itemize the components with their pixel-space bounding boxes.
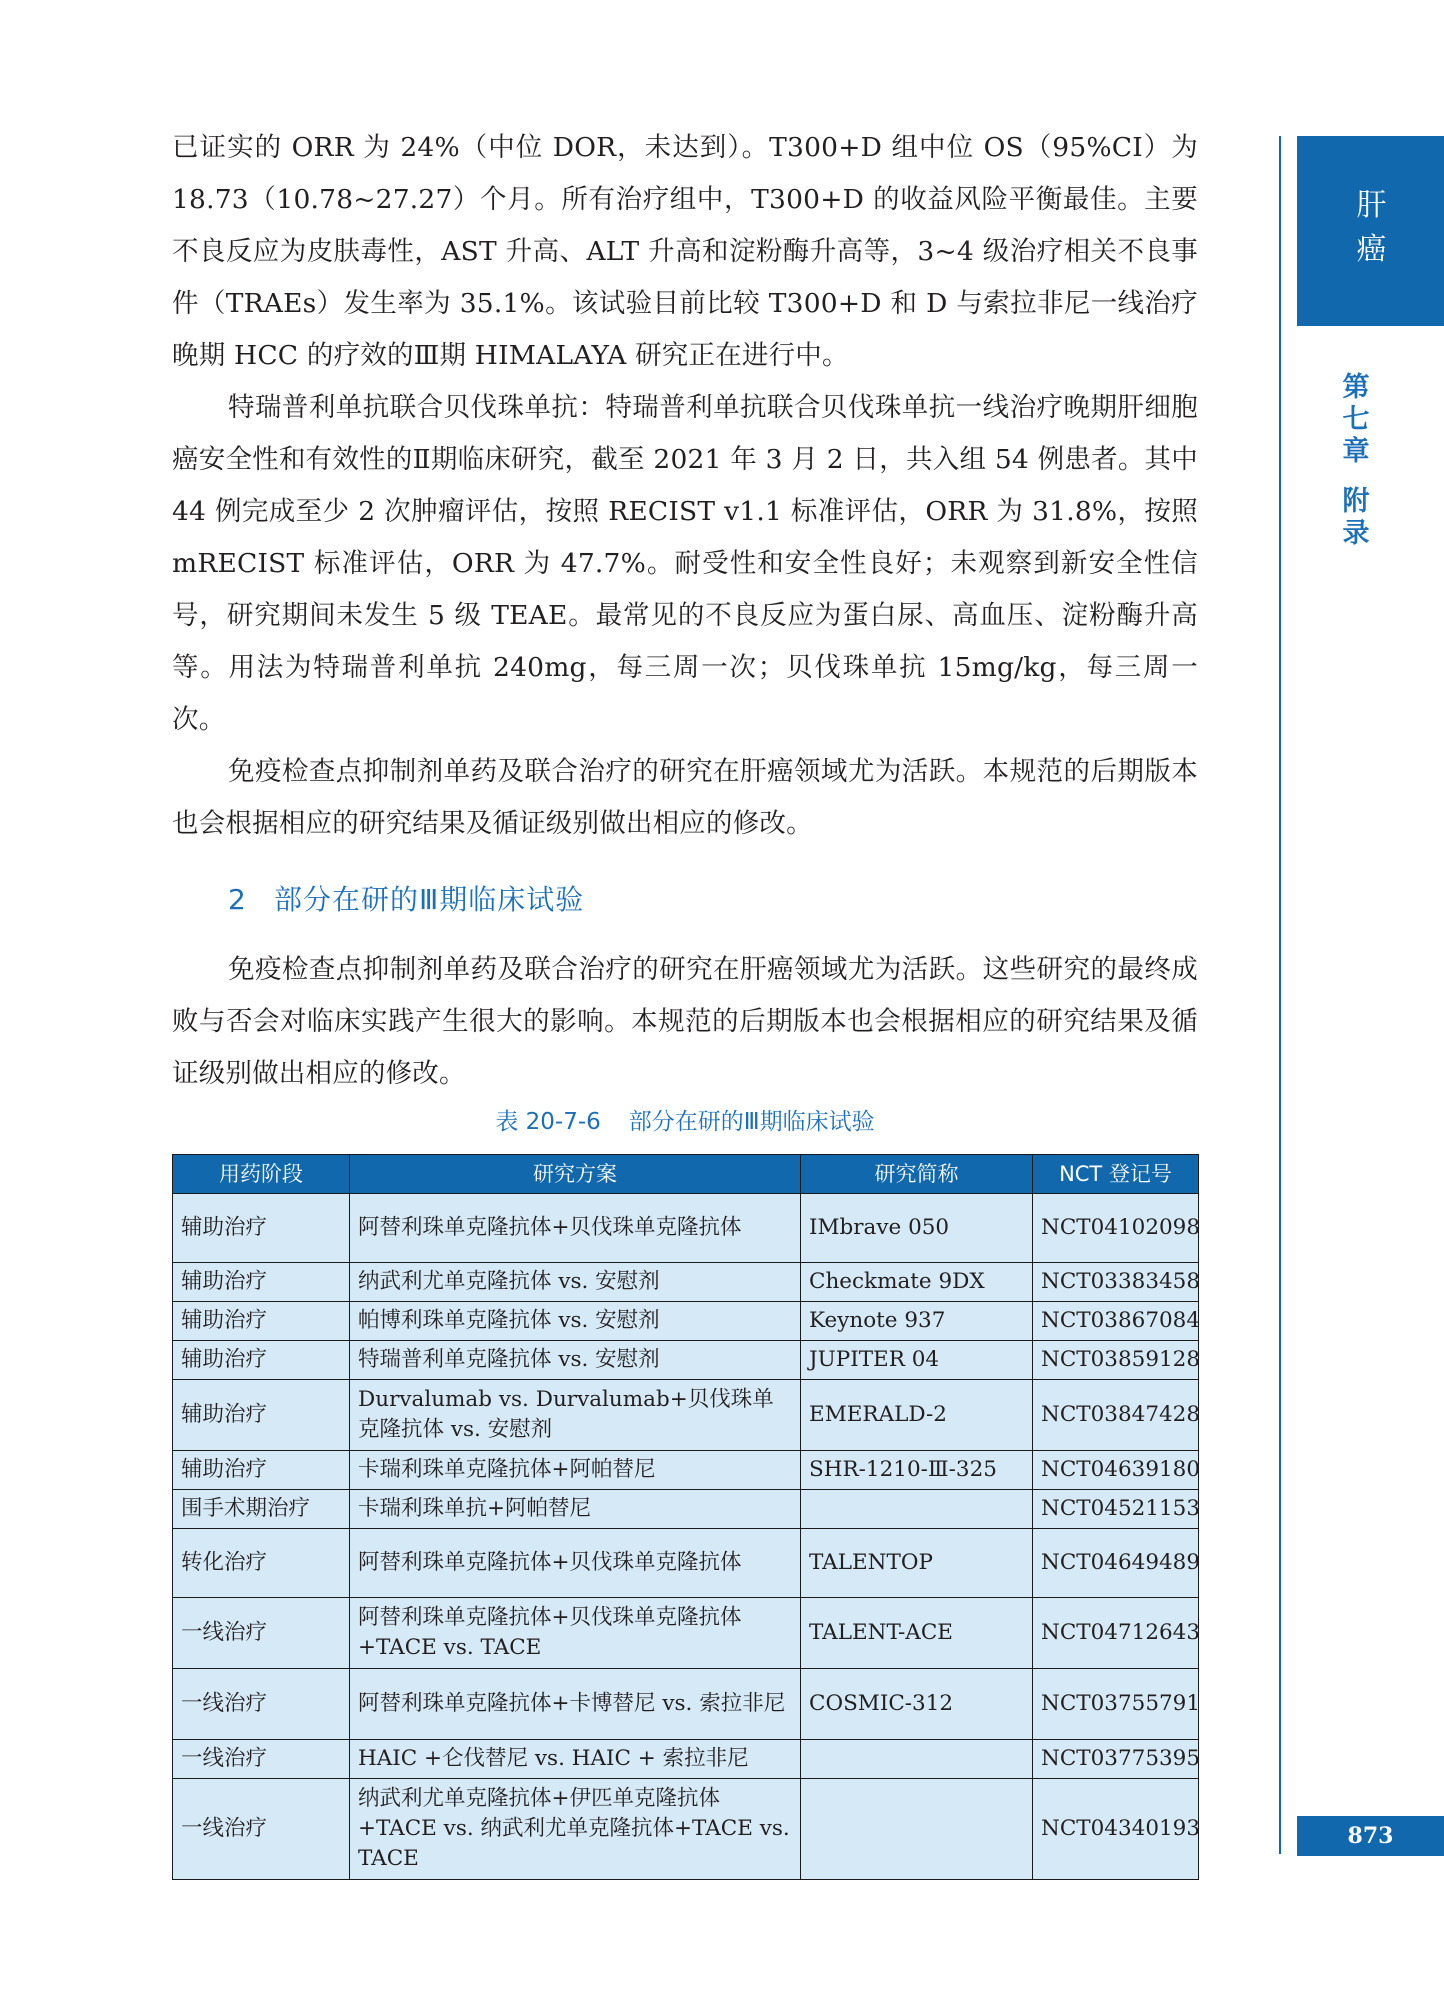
table-row [173,1341,1199,1380]
table-cell: 辅助治疗 [173,1380,350,1451]
table-cell: 围手术期治疗 [173,1490,350,1529]
table-cell: NCT04639180 [1033,1451,1199,1490]
table-cell: NCT03383458 [1033,1263,1199,1302]
table-caption [172,1102,1198,1142]
table-cell: 辅助治疗 [173,1263,350,1302]
table-cell: 辅助治疗 [173,1341,350,1380]
column-header: 研究方案 [350,1155,801,1194]
table-cell: 阿替利珠单克隆抗体+贝伐珠单克隆抗体+TACE vs. TACE [350,1598,801,1669]
table-cell: NCT03859128 [1033,1341,1199,1380]
table-cell: NCT04712643 [1033,1598,1199,1669]
table-cell: 特瑞普利单克隆抗体 vs. 安慰剂 [350,1341,801,1380]
section-number: 2 [228,883,247,916]
table-cell: 阿替利珠单克隆抗体+贝伐珠单克隆抗体 [350,1194,801,1263]
paragraph: 免疫检查点抑制剂单药及联合治疗的研究在肝癌领域尤为活跃。这些研究的最终成败与否会对临床实践产生很大的影响。本规范的后期版本也会根据相应的研究结果及循证级别做出相应的修改。 [172,954,1198,1089]
table-row [173,1302,1199,1341]
table-cell: 辅助治疗 [173,1451,350,1490]
section-tab-liver-cancer [1297,136,1444,326]
table-row [173,1740,1199,1779]
table-cell: 一线治疗 [173,1598,350,1669]
chapter-char: 录 [1342,518,1370,549]
tab-char: 肝 [1356,188,1387,223]
table-cell: Durvalumab vs. Durvalumab+贝伐珠单克隆抗体 vs. 安慰剂 [350,1380,801,1451]
table-cell: 一线治疗 [173,1740,350,1779]
table-cell: NCT04521153 [1033,1490,1199,1529]
table-cell: NCT03867084 [1033,1302,1199,1341]
table-cell: 纳武利尤单克隆抗体+伊匹单克隆抗体+TACE vs. 纳武利尤单克隆抗体+TACE vs. TACE [350,1779,801,1880]
table-cell: TALENTOP [801,1529,1033,1598]
tab-char: 癌 [1356,232,1387,267]
table-cell: 阿替利珠单克隆抗体+卡博替尼 vs. 索拉非尼 [350,1669,801,1740]
table-cell: NCT03847428 [1033,1380,1199,1451]
paragraph: 已证实的 ORR 为 24%（中位 DOR，未达到）。T300+D 组中位 OS（95%CI）为 18.73（10.78~27.27）个月。所有治疗组中，T300+D 的收益风险平衡最佳。主要不良反应为皮肤毒性，AST 升高、ALT 升高和淀粉酶升高等，3~4 级治疗相关不良事件（TRAEs）发生率为 35.1%。该试验目前比较 T300+D 和 D 与索拉非尼一线治疗晚期 HCC 的疗效的Ⅲ期 HIMALAYA 研究正在进行中。 [172,132,1198,371]
table-cell: NCT03775395 [1033,1740,1199,1779]
table-cell: 帕博利珠单克隆抗体 vs. 安慰剂 [350,1302,801,1341]
table-header-row [173,1155,1199,1194]
table-cell: Checkmate 9DX [801,1263,1033,1302]
chapter-char: 七 [1342,404,1370,435]
trials-table [172,1154,1199,1880]
table-row [173,1669,1199,1740]
table-cell: 卡瑞利珠单克隆抗体+阿帕替尼 [350,1451,801,1490]
page-body [172,122,1201,1880]
table-caption-title: 部分在研的Ⅲ期临床试验 [628,1109,875,1135]
table-row [173,1779,1199,1880]
table-cell: 转化治疗 [173,1529,350,1598]
table-row [173,1263,1199,1302]
column-header: NCT 登记号 [1033,1155,1199,1194]
table-cell: 辅助治疗 [173,1302,350,1341]
table-row [173,1529,1199,1598]
section-title: 部分在研的Ⅲ期临床试验 [274,883,585,916]
chapter-char: 第 [1342,372,1370,403]
column-header: 用药阶段 [173,1155,350,1194]
table-cell: 一线治疗 [173,1779,350,1880]
table-cell: SHR-1210-Ⅲ-325 [801,1451,1033,1490]
column-header: 研究简称 [801,1155,1033,1194]
table-row [173,1194,1199,1263]
paragraph: 免疫检查点抑制剂单药及联合治疗的研究在肝癌领域尤为活跃。本规范的后期版本也会根据相应的研究结果及循证级别做出相应的修改。 [172,756,1198,839]
table-cell: Keynote 937 [801,1302,1033,1341]
table-row [173,1380,1199,1451]
table-cell: 阿替利珠单克隆抗体+贝伐珠单克隆抗体 [350,1529,801,1598]
chapter-label [1336,372,1376,550]
table-cell: 纳武利尤单克隆抗体 vs. 安慰剂 [350,1263,801,1302]
table-cell: HAIC +仑伐替尼 vs. HAIC + 索拉非尼 [350,1740,801,1779]
section-heading [172,876,1198,924]
table-cell: NCT04102098 [1033,1194,1199,1263]
table-cell [801,1740,1033,1779]
page-number: 873 [1297,1816,1444,1856]
table-cell: COSMIC-312 [801,1669,1033,1740]
table-row [173,1490,1199,1529]
table-cell: JUPITER 04 [801,1341,1033,1380]
table-cell [801,1779,1033,1880]
margin-rule [1279,136,1281,1854]
table-cell: 卡瑞利珠单抗+阿帕替尼 [350,1490,801,1529]
table-cell: TALENT-ACE [801,1598,1033,1669]
paragraph: 特瑞普利单抗联合贝伐珠单抗：特瑞普利单抗联合贝伐珠单抗一线治疗晚期肝细胞癌安全性和有效性的Ⅱ期临床研究，截至 2021 年 3 月 2 日，共入组 54 例患者。其中 44 例完成至少 2 次肿瘤评估，按照 RECIST v1.1 标准评估，ORR 为 31.8%，按照 mRECIST 标准评估，ORR 为 47.7%。耐受性和安全性良好；未观察到新安全性信号，研究期间未发生 5 级 TEAE。最常见的不良反应为蛋白尿、高血压、淀粉酶升高等。用法为特瑞普利单抗 240mg，每三周一次；贝伐珠单抗 15mg/kg，每三周一次。 [172,392,1198,735]
chapter-char: 章 [1342,436,1370,467]
table-cell: IMbrave 050 [801,1194,1033,1263]
table-row [173,1451,1199,1490]
table-cell: 一线治疗 [173,1669,350,1740]
table-caption-number: 表 20-7-6 [495,1109,601,1135]
chapter-char: 附 [1342,486,1370,517]
table-cell: 辅助治疗 [173,1194,350,1263]
table-cell [801,1490,1033,1529]
table-cell: NCT04649489 [1033,1529,1199,1598]
table-cell: NCT04340193 [1033,1779,1199,1880]
table-cell: NCT03755791 [1033,1669,1199,1740]
table-row [173,1598,1199,1669]
table-cell: EMERALD-2 [801,1380,1033,1451]
